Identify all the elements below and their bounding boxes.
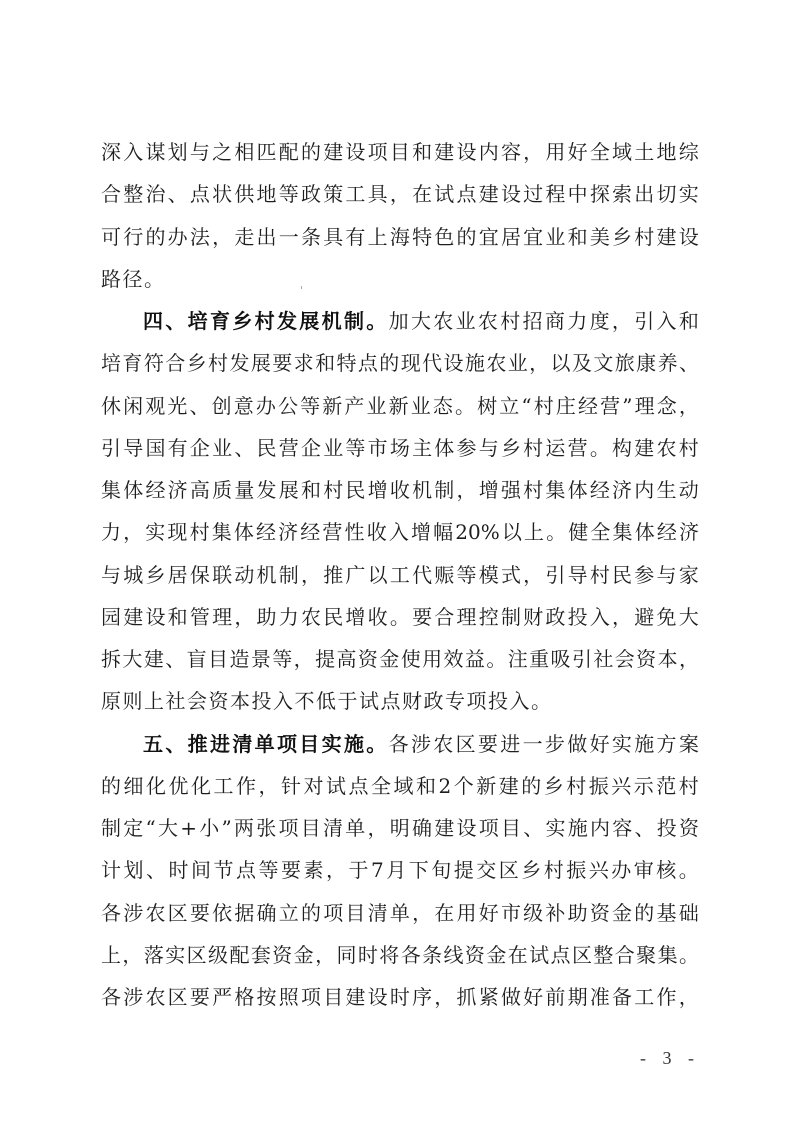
text-line: 原 则 上 社 会 资 本 投 入 不 低 于 试 点 财 政 专 项 投 入 。 <box>101 689 551 714</box>
section-4-first-line: 四 、 培 育 乡 村 发 展 机 制 。 加 大 农 业 农 村 招 商 力 度 ， 引 入 和 <box>143 309 699 333</box>
text-line: 可 行 的 办 法 ， 走 出 一 条 具 有 上 海 特 色 的 宜 居 宜 业 和 美 乡 村 建 设 <box>101 224 699 249</box>
text-line: 与 城 乡 居 保 联 动 机 制 ， 推 广 以 工 代 赈 等 模 式 ， 引 导 村 民 参 与 家 <box>101 562 699 587</box>
section-5-first-line: 五 、 推 进 清 单 项 目 实 施 。 各 涉 农 区 要 进 一 步 做 好 实 施 方 案 <box>143 731 699 756</box>
text-line: 培 育 符 合 乡 村 发 展 要 求 和 特 点 的 现 代 设 施 农 业 ， 以 及 文 旅 康 养 、 <box>101 351 699 376</box>
text-line: 引 导 国 有 企 业 、 民 营 企 业 等 市 场 主 体 参 与 乡 村 运 营 。 构 建 农 村 <box>101 435 699 460</box>
text-line: 上 ， 落 实 区 级 配 套 资 金 ， 同 时 将 各 条 线 资 金 在 试 点 区 整 合 聚 集 。 <box>101 942 699 967</box>
document-body <box>101 131 699 1018</box>
text-line: 路 径 。 <box>101 266 164 291</box>
text-line: 力 ， 实 现 村 集 体 经 济 经 营 性 收 入 增 幅 20% 以 上 。 健 全 集 体 经 济 <box>101 520 699 545</box>
text-line: 各 涉 农 区 要 严 格 按 照 项 目 建 设 时 序 ， 抓 紧 做 好 前 期 准 备 工 作 ， <box>101 985 699 1009</box>
text-line: 各 涉 农 区 要 依 据 确 立 的 项 目 清 单 ， 在 用 好 市 级 补 助 资 金 的 基 础 <box>101 900 699 925</box>
text-line: 的 细 化 优 化 工 作 ， 针 对 试 点 全 域 和 2 个 新 建 的 乡 村 振 兴 示 范 村 <box>101 773 699 798</box>
text-line: 制 定 “ 大 + 小 ” 两 张 项 目 清 单 ， 明 确 建 设 项 目 、 实 施 内 容 、 投 资 <box>101 816 699 840</box>
text-line: 园 建 设 和 管 理 ， 助 力 农 民 增 收 。 要 合 理 控 制 财 政 投 入 ， 避 免 大 <box>101 604 699 629</box>
text-line: 合 整 治 、 点 状 供 地 等 政 策 工 具 ， 在 试 点 建 设 过 程 中 探 索 出 切 实 <box>101 182 699 207</box>
page-number: - 3 - <box>640 1048 700 1068</box>
text-line: 休 闲 观 光 、 创 意 办 公 等 新 产 业 新 业 态 。 树 立 “ 村 庄 经 营 ” 理 念 ， <box>101 393 699 418</box>
scan-speck <box>301 286 302 289</box>
text-line: 计 划 、 时 间 节 点 等 要 素 ， 于 7 月 下 旬 提 交 区 乡 村 振 兴 办 审 核 。 <box>101 858 699 883</box>
text-line: 深 入 谋 划 与 之 相 匹 配 的 建 设 项 目 和 建 设 内 容 ， 用 好 全 域 土 地 综 <box>101 140 699 164</box>
text-line: 拆 大 建 、 盲 目 造 景 等 ， 提 高 资 金 使 用 效 益 。 注 重 吸 引 社 会 资 本 ， <box>101 647 699 671</box>
text-line: 集 体 经 济 高 质 量 发 展 和 村 民 增 收 机 制 ， 增 强 村 集 体 经 济 内 生 动 <box>101 478 699 502</box>
